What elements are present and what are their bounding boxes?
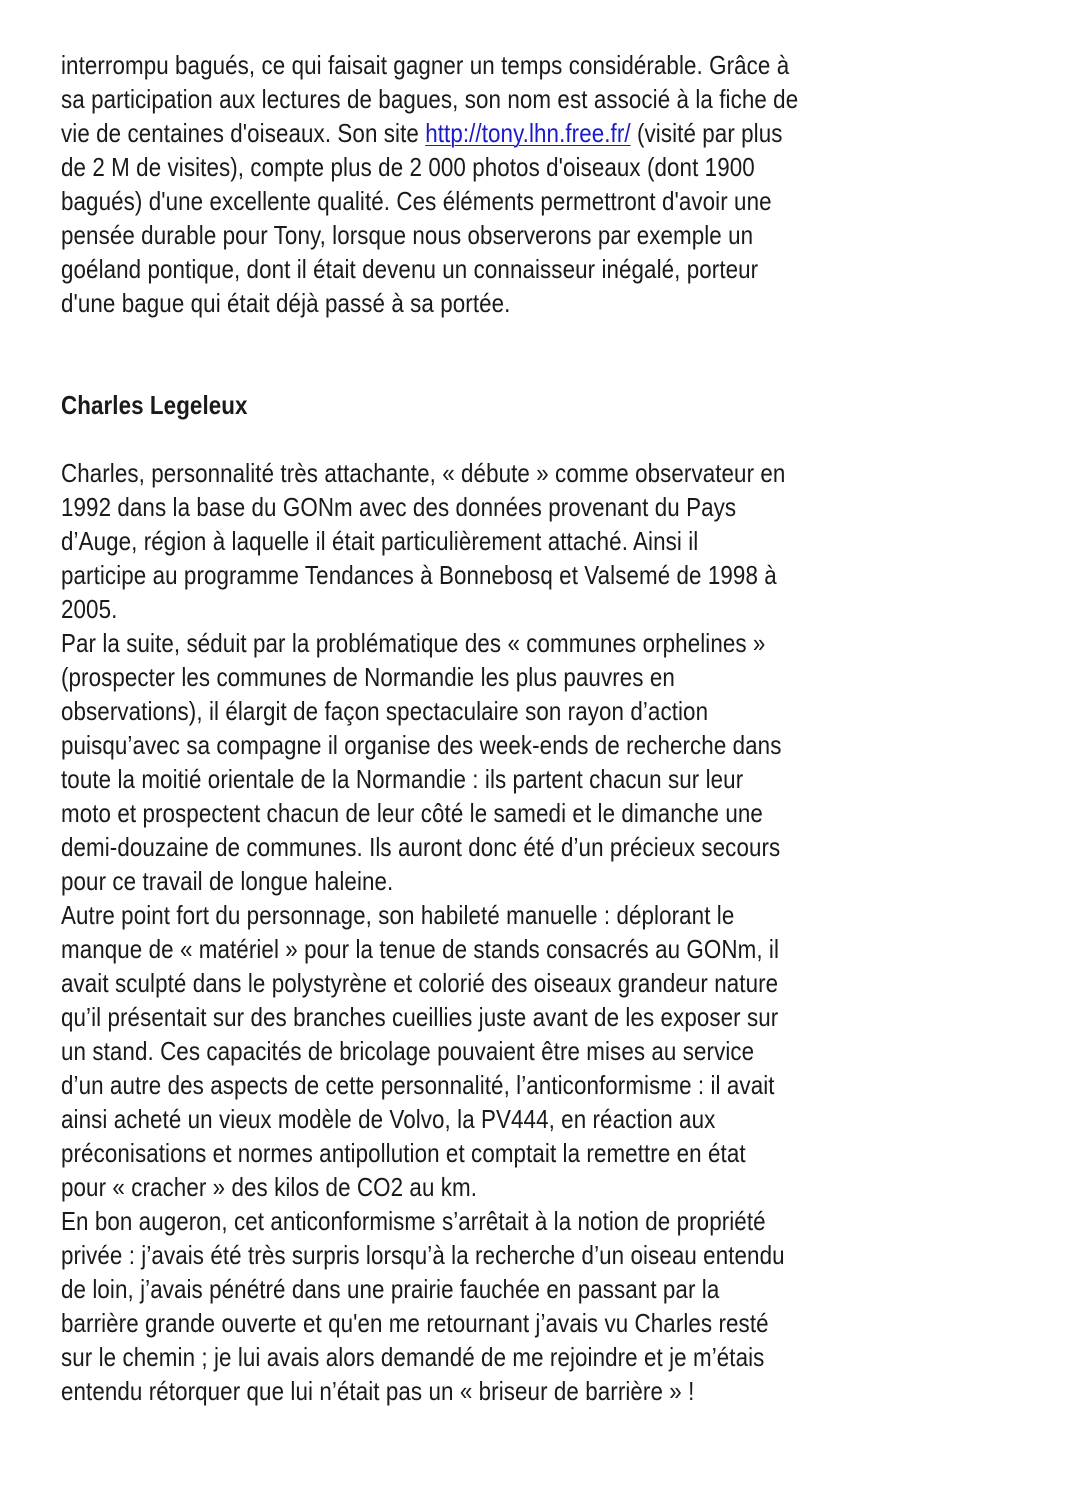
text-line: entendu rétorquer que lui n’était pas un « briseur de barrière » ! — [61, 1376, 695, 1406]
text-line: participe au programme Tendances à Bonnebosq et Valsemé de 1998 à — [61, 560, 777, 590]
text-line: ainsi acheté un vieux modèle de Volvo, la PV444, en réaction aux — [61, 1104, 716, 1134]
text-line: d’un autre des aspects de cette personnalité, l’anticonformisme : il avait — [61, 1070, 775, 1100]
text-line: puisqu’avec sa compagne il organise des week-ends de recherche dans — [61, 730, 782, 760]
text-line: moto et prospectent chacun de leur côté le samedi et le dimanche une — [61, 798, 763, 828]
spacer — [61, 354, 961, 388]
text-line: toute la moitié orientale de la Normandie : ils partent chacun sur leur — [61, 764, 744, 794]
text-line: préconisations et normes antipollution et comptait la remettre en état — [61, 1138, 746, 1168]
text-line: d’Auge, région à laquelle il était particulièrement attaché. Ainsi il — [61, 526, 699, 556]
text-line: En bon augeron, cet anticonformisme s’arrêtait à la notion de propriété — [61, 1206, 766, 1236]
text-line: pour ce travail de longue haleine. — [61, 866, 394, 896]
text-line: sa participation aux lectures de bagues, son nom est associé à la fiche de — [61, 84, 799, 114]
text-line: un stand. Ces capacités de bricolage pouvaient être mises au service — [61, 1036, 755, 1066]
text-line: manque de « matériel » pour la tenue de stands consacrés au GONm, il — [61, 934, 780, 964]
section-body — [61, 456, 961, 1408]
text-line: demi-douzaine de communes. Ils auront donc été d’un précieux secours — [61, 832, 781, 862]
document-page — [61, 48, 961, 1408]
text-line: Par la suite, séduit par la problématique des « communes orphelines » — [61, 628, 766, 658]
text-fragment: vie de centaines d'oiseaux. Son site — [61, 118, 426, 148]
text-line: 2005. — [61, 594, 118, 624]
intro-paragraph — [61, 48, 961, 320]
spacer — [61, 320, 961, 354]
text-line: barrière grande ouverte et qu'en me retournant j’avais vu Charles resté — [61, 1308, 769, 1338]
section-heading: Charles Legeleux — [61, 390, 248, 420]
text-line: avait sculpté dans le polystyrène et colorié des oiseaux grandeur nature — [61, 968, 779, 998]
text-line: (prospecter les communes de Normandie les plus pauvres en — [61, 662, 675, 692]
text-line: pour « cracher » des kilos de CO2 au km. — [61, 1172, 478, 1202]
text-line: privée : j’avais été très surpris lorsqu’à la recherche d’un oiseau entendu — [61, 1240, 785, 1270]
text-line: Autre point fort du personnage, son habileté manuelle : déplorant le — [61, 900, 735, 930]
text-line: de 2 M de visites), compte plus de 2 000 photos d'oiseaux (dont 1900 — [61, 152, 755, 182]
text-line: qu’il présentait sur des branches cueillies juste avant de les exposer sur — [61, 1002, 779, 1032]
text-line: de loin, j’avais pénétré dans une prairie fauchée en passant par la — [61, 1274, 720, 1304]
text-line: d'une bague qui était déjà passé à sa portée. — [61, 288, 511, 318]
text-line: sur le chemin ; je lui avais alors demandé de me rejoindre et je m’étais — [61, 1342, 765, 1372]
text-line: Charles, personnalité très attachante, « débute » comme observateur en — [61, 458, 786, 488]
text-fragment: (visité par plus — [630, 118, 783, 148]
spacer — [61, 422, 961, 456]
website-link[interactable]: http://tony.lhn.free.fr/ — [425, 118, 631, 148]
text-line: observations), il élargit de façon spectaculaire son rayon d’action — [61, 696, 709, 726]
text-line: 1992 dans la base du GONm avec des données provenant du Pays — [61, 492, 737, 522]
text-line: bagués) d'une excellente qualité. Ces éléments permettront d'avoir une — [61, 186, 772, 216]
text-line: goéland pontique, dont il était devenu un connaisseur inégalé, porteur — [61, 254, 759, 284]
text-line: interrompu bagués, ce qui faisait gagner un temps considérable. Grâce à — [61, 50, 790, 80]
text-line: pensée durable pour Tony, lorsque nous observerons par exemple un — [61, 220, 754, 250]
text-line-with-link — [61, 116, 835, 150]
